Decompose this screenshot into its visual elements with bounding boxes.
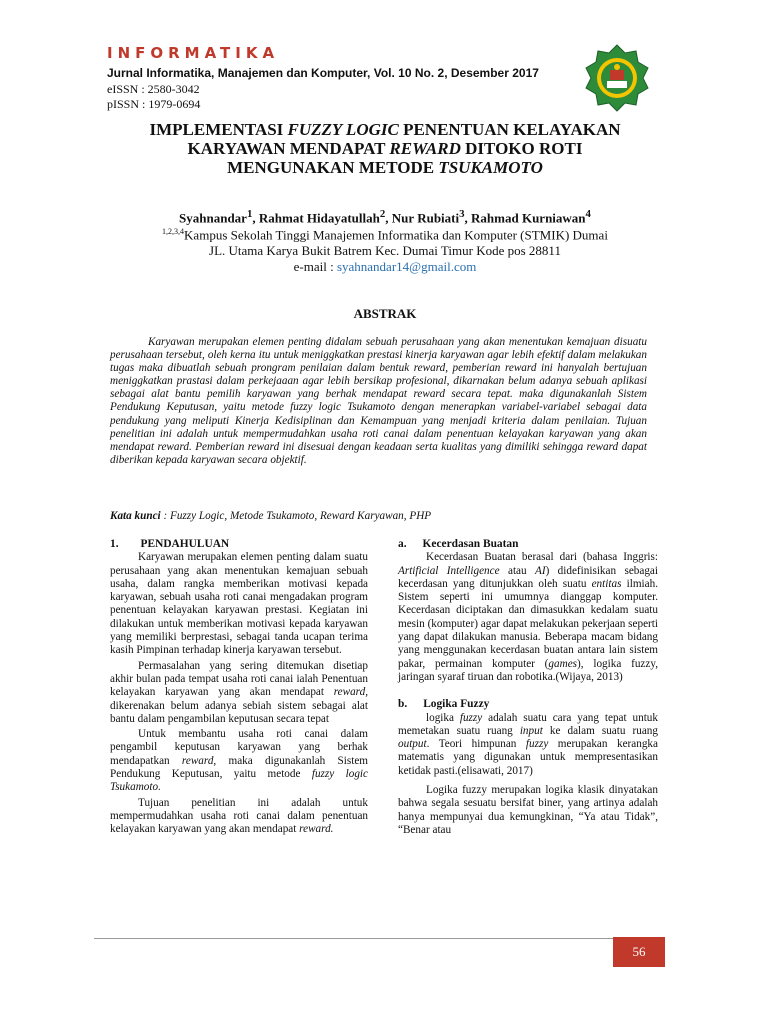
keywords: Kata kunci : Fuzzy Logic, Metode Tsukamoto, Reward Karyawan, PHP xyxy=(110,510,432,522)
email-link[interactable]: syahnandar14@gmail.com xyxy=(336,259,477,275)
section-heading-logika-fuzzy: b. Logika Fuzzy xyxy=(398,698,490,711)
paragraph: logika fuzzy adalah suatu cara yang tepat untuk memetakan suatu ruang input ke dalam suatu ruang output. Teori himpunan fuzzy merupakan kerangka matematis yang digunakan untuk mempresentasikan ketidak pasti.(elisawati, 2017) xyxy=(398,711,658,777)
pissn: pISSN : 1979-0694 xyxy=(107,97,201,111)
page-number: 56 xyxy=(613,937,665,967)
paragraph: Karyawan merupakan elemen penting dalam suatu perusahaan yang akan menentukan kemajuan sebuah usaha, dalam rangka memberikan motivasi kepada karyawan, sebuah usaha roti canai mengadakan program penentuan kelayakan karyawan prestasi. Kegiatan ini dilakukan untuk memberikan motivasi kepada karyawan yang memiliki berprestasi, sebagai tanda ucapan terima kasih Pimpinan terhadap kinerja karyawan tersebut. xyxy=(110,551,368,657)
left-column xyxy=(110,538,368,837)
paragraph: Tujuan penelitian ini adalah untuk mempermudahkan usaha roti canai dalam penentuan kelayakan karyawan yang akan mendapat reward. xyxy=(110,796,368,836)
affiliation: $^{1,2,3,4}$Kampus Sekolah Tinggi Manajemen Informatika dan Komputer (STMIK) Dumai JL. Utama Karya Bukit Batrem Kec. Dumai Timur Kode pos 28811 e-mail : syahnandar14@gmail.com xyxy=(162,227,608,275)
author-list: Syahnandar$^1$, Rahmat Hidayatullah$^2$, Nur Rubiati$^3$, Rahmad Kurniawan$^4$ xyxy=(179,208,591,226)
paragraph: Permasalahan yang sering ditemukan disetiap akhir bulan pada tempat usaha roti canai ialah Penentuan kelayakan karyawan yang akan mendapat reward, dikerenakan belum adanya sebiah sistem sebagai alat bantu dalam pengambilan keputusan secara tepat xyxy=(110,659,368,725)
paragraph: Logika fuzzy merupakan logika klasik dinyatakan bahwa segala sesuatu bersifat biner, yang artinya adalah hanya mempunyai dua kemungkinan, “Ya atau Tidak”, “Benar atau xyxy=(398,784,658,836)
journal-citation: Jurnal Informatika, Manajemen dan Komputer, Vol. 10 No. 2, Desember 2017 xyxy=(107,66,539,80)
footer-divider xyxy=(94,938,664,939)
journal-name: INFORMATIKA xyxy=(107,44,280,62)
paragraph: Untuk membantu usaha roti canai dalam pengambil keputusan karyawan yang berhak mendapatkan reward, maka digunakanlah Sistem Pendukung Keputusan, yaitu metode fuzzy logic Tsukamoto. xyxy=(110,728,368,794)
abstract-heading: ABSTRAK xyxy=(353,306,417,321)
stmik-crest-icon xyxy=(582,43,652,113)
section-heading-pendahuluan: 1. PENDAHULUAN xyxy=(110,538,230,550)
right-column xyxy=(398,538,658,837)
paper-title: IMPLEMENTASI FUZZY LOGIC PENENTUAN KELAYAKAN KARYAWAN MENDAPAT REWARD DITOKO ROTI MENGUNAKAN METODE TSUKAMOTO xyxy=(149,120,621,177)
paragraph: Kecerdasan Buatan berasal dari (bahasa Inggris: Artificial Intelligence atau AI) didefinisikan sebagai kecerdasan yang ditunjukkan oleh suatu entitas ilmiah. Sistem seperti ini umumnya dianggap komputer. Kecerdasan diciptakan dan dimasukkan kedalam suatu mesin (komputer) agar dapat melakukan pekerjaan seperti yang dapat dilakukan manusia. Beberapa macam bidang yang menggunakan kecerdasan buatan antara lain sistem pakar, permainan komputer (games), logika fuzzy, jaringan syaraf tiruan dan robotika.(Wijaya, 2013) xyxy=(398,551,659,683)
eissn: eISSN : 2580-3042 xyxy=(107,82,200,96)
abstract-text: Karyawan merupakan elemen penting didalam sebuah perusahaan yang akan menentukan kemajuan disuatu perusahaan tersebut, oleh kerna itu untuk meniggkatkan prestasi kinerja karyawan agar lebih efektif dalam melakukan tugas maka dibuatlah sebuah prongram penilaian dalam bentuk reward, pemberian reward ini hanyalah bertujuan meniggkatkan prastasi dalam perkejaaan agar lebih bersikap profesional, dikarnakan belum adanya sebuah aplikasi sebagai alat bantu pemilih karyawan yang berhak mendapat reward secara tepat. maka digunakanlah Sistem Pendukung Keputusan, yaitu metode fuzzy logic Tsukamoto dengan menerapkan variabel-variabel sebagai data pendukung yang meliputi Kinerja Kedisiplinan dan Kemampuan yang menjadi kriteria dalam penilaian. Tujuan penelitian ini adalah untuk mempermudahkan usaha roti canai dalam penentuan kelayakan karyawan yang akan mendapat reward. Pemberian reward ini disesuai dengan keadaan serta kualitas yang dimiliki sehingga reward dapat diberikan kepada karyawan secara objektif. xyxy=(110,336,647,466)
section-heading-kecerdasan-buatan: a. Kecerdasan Buatan xyxy=(398,538,519,550)
